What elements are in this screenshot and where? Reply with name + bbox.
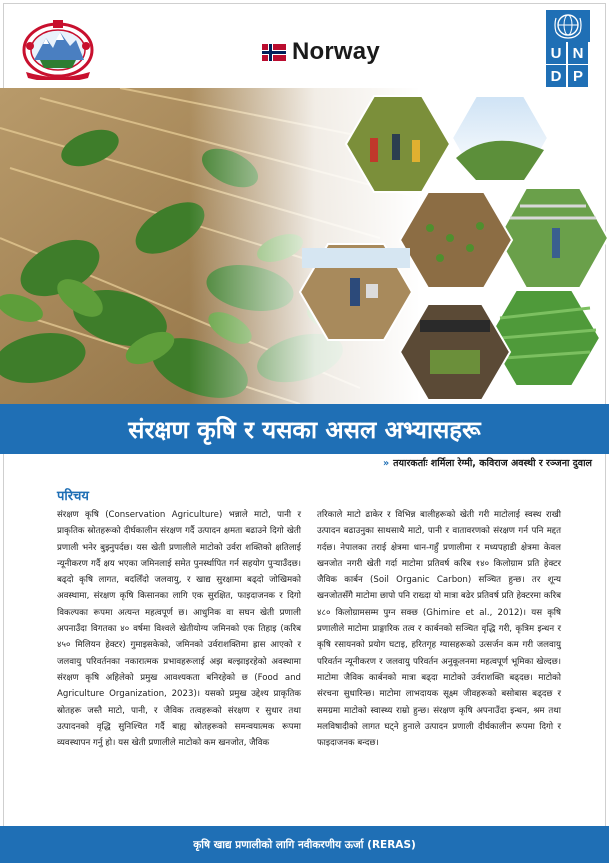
norway-flag-icon [262,44,286,61]
header [0,0,609,88]
body-paragraph: संरक्षण कृषि (Conservation Agriculture) भन्नाले माटो, पानी र प्राकृतिक स्रोतहरूको दीर्घकालीन संरक्षण गर्दै उत्पादन क्षमता बढाउने दिगो खेती प्रणाली भनेर बुझ्नुपर्दछ। यस खेती प्रणालीले माटोको उर्वरा शक्तिको क्षतिलाई न्यूनीकरण गर्दै क्षय भएका जमिनलाई समेत पुनर्स्थापित गर्न सहयोग पुऱ्याउँदछ। बढ्दो कृषि लागत, बदलिँदो जलवायु, र खाद्य सुरक्षामा बढ्दो जोखिमको अवस्थामा, संरक्षण कृषि किसानका लागि एक सुरक्षित, फाइदाजनक र दिगो विकल्पका रूपमा अत्यन्त महत्वपूर्ण छ। आधुनिक वा सघन खेती प्रणाली अपनाउँदा विगतका ४० वर्षमा विश्वले खेतीयोग्य जमिनको एक तिहाइ (करिब ४५० मिलियन हेक्टर) गुमाइसकेको, जमिनको उर्वराशक्तिमा ह्रास आएको र जलवायु परिवर्तनका नकारात्मक प्रभावहरूलाई अझ बल्झाइरहेको अवस्थामा संरक्षण कृषि अहिलेको प्रमुख आवश्यकता बनिरहेको छ (Food and Agriculture Organization, 2023)। यसको प्रमुख उद्देश्य प्राकृतिक स्रोतहरू जस्तै माटो, पानी, र जैविक तत्वहरूको संरक्षण र सुधार तथा उत्पादनको वृद्धि सुनिश्चित गर्दै बाह्य स्रोतहरूको समन्वयात्मक रूपमा व्यवस्थापन गर्नु हो। यस खेती प्रणालीले माटोको कम खनजोत, जैविक [57,510,301,749]
body-column-left [57,507,301,751]
sponsor-logo [262,38,380,66]
body-column-right [317,507,561,751]
undp-logo [546,10,590,86]
body-paragraph: तरिकाले माटो ढाकेर र विभिन्न बालीहरूको खेती गरी माटोलाई स्वस्थ राखी उत्पादन बढाउनुका साथसाथै माटो, पानी र वातावरणको संरक्षण गर्न पनि मद्दत गर्दछ। नेपालका तराई क्षेत्रमा धान-गहुँ प्रणालीमा र मध्यपहाडी क्षेत्रमा केवल खनजोत नगरी खेती गर्दा माटोमा प्रतिवर्ष करिब १४० किलोग्राम प्रति हेक्टर जैविक कार्बन (Soil Organic Carbon) सञ्चित हुन्छ। तर शून्य खनजोतसँगै माटोमा छापो पनि राख्दा यो मात्रा बढेर प्रतिवर्ष प्रति हेक्टरमा करिब ४८० किलोग्रामसम्म पुग्न सक्छ (Ghimire et al., 2012)। यस कृषि प्रणालीले माटोमा प्राङ्गारिक तत्व र कार्बनको सञ्चित वृद्धि गरी, कृत्रिम इन्धन र कृषि रसायनको प्रयोग घटाइ, हरितगृह ग्यासहरूको उत्सर्जन कम गरी जलवायु परिवर्तन न्यूनीकरण र जलवायु परिवर्तन अनुकूलनमा महत्वपूर्ण भूमिका खेल्दछ। माटोमा जैविक कार्बनको मात्रा बढ्दा माटोको उर्वराशक्ति बढ्दछ। माटोको संरचना सुधारिन्छ। माटोमा लाभदायक सूक्ष्म जीवहरूको बसोबास बढ्दछ र समग्रमा माटोको स्वास्थ्य राम्रो हुन्छ। संरक्षण कृषि अपनाउँदा इन्धन, श्रम तथा मलविषादीको लागत घट्ने हुनाले उत्पादन प्रणाली दीर्घकालीन रूपमा दिगो र फाइदाजनक बन्दछ। [317,510,561,749]
hex-photo-greenhouse [498,188,608,288]
undp-letter: P [568,65,588,87]
undp-letter: N [568,42,588,64]
footer-band [0,826,609,863]
un-logo-panel [546,10,590,42]
hero-collage-svg [0,88,609,404]
chevron-right-icon: » [382,458,390,469]
nepal-government-emblem-icon [20,16,96,80]
footer-text: कृषि खाद्य प्रणालीको लागि नवीकरणीय ऊर्जा (RERAS) [193,838,416,851]
authors-line [0,456,592,476]
document-title: संरक्षण कृषि र यसका असल अभ्यासहरू [128,415,481,444]
undp-letter: U [546,42,566,64]
un-globe-icon [546,10,590,42]
hex-photo-hills [452,96,548,180]
section-heading: परिचय [57,489,89,504]
sponsor-name: Norway [292,38,380,65]
authors-text: तयारकर्ताः शर्मिला रेग्मी, कविराज अवस्थी र रञ्जना दुवाल [393,458,592,469]
hero-photo-collage [0,88,609,404]
undp-letter: D [546,65,566,87]
hex-photo-crop-rows [488,290,600,386]
